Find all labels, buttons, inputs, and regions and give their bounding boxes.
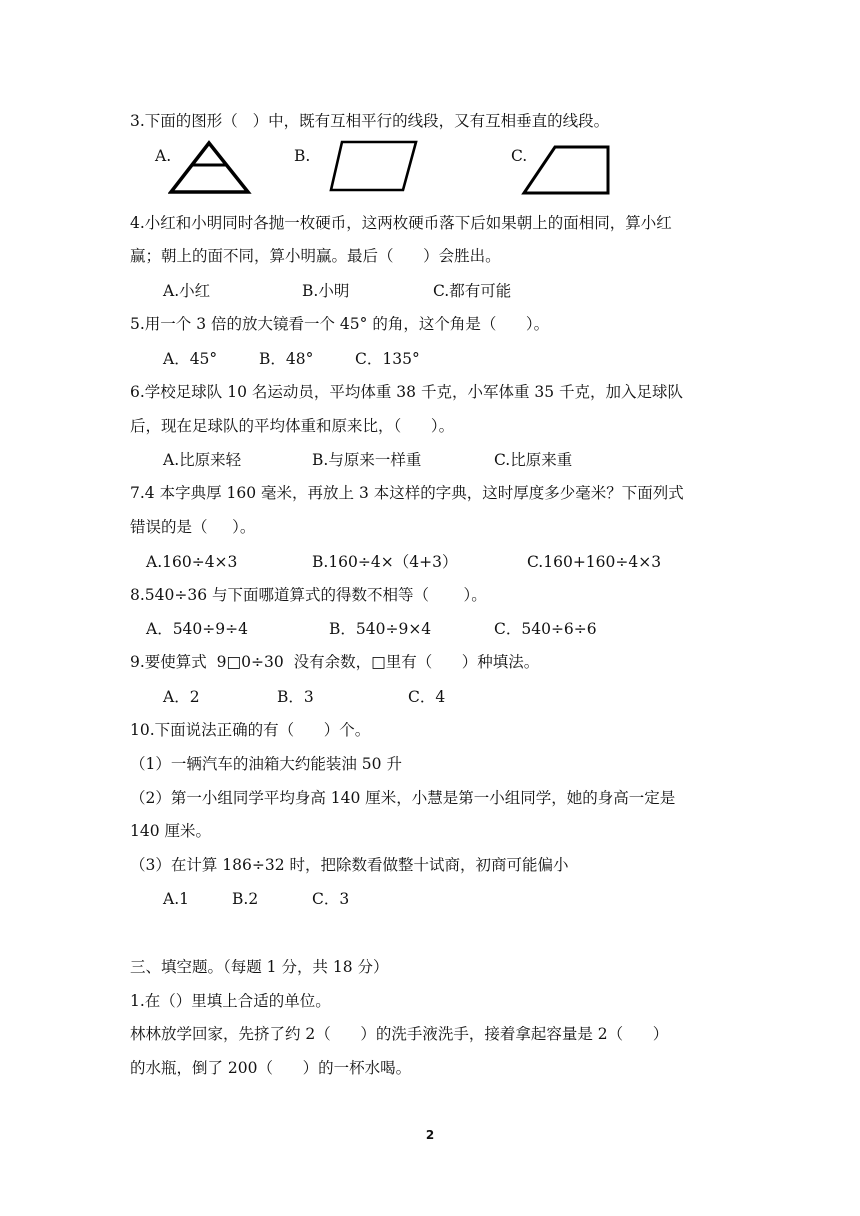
- q10-option-a: A.1: [163, 890, 189, 908]
- q7-stem-line2: 错误的是（ ）。: [130, 518, 256, 536]
- q7-option-a: A.160÷4×3: [146, 553, 238, 571]
- q4-option-c: C.都有可能: [433, 282, 512, 300]
- s3-q1-stem: 1.在（）里填上合适的单位。: [130, 992, 331, 1010]
- q9-option-a: A．2: [163, 688, 200, 706]
- q9-stem: 9.要使算式 9□0÷30 没有余数，□里有（ ）种填法。: [130, 653, 540, 671]
- q5-option-a: A．45°: [163, 350, 218, 368]
- q9-option-c: C．4: [408, 688, 446, 706]
- q6-stem-line2: 后，现在足球队的平均体重和原来比，（ ）。: [130, 417, 455, 435]
- q6-stem-line1: 6.学校足球队 10 名运动员，平均体重 38 千克，小军体重 35 千克，加入足球队: [130, 383, 684, 401]
- q8-option-b: B．540÷9×4: [329, 620, 432, 638]
- q5-stem: 5.用一个 3 倍的放大镜看一个 45° 的角，这个角是（ ）。: [130, 315, 550, 333]
- parallelogram-figure: [328, 138, 420, 196]
- q8-option-c: C．540÷6÷6: [494, 620, 597, 638]
- q7-option-c: C.160+160÷4×3: [527, 553, 662, 571]
- q7-stem-line1: 7.4 本字典厚 160 毫米，再放上 3 本这样的字典，这时厚度多少毫米？下面列式: [130, 484, 684, 502]
- q4-option-b: B.小明: [302, 282, 350, 300]
- page-number: 2: [425, 1128, 435, 1142]
- q3-option-c-label: C.: [511, 147, 528, 165]
- q6-option-c: C.比原来重: [494, 451, 573, 469]
- q8-stem: 8.540÷36 与下面哪道算式的得数不相等（ ）。: [130, 586, 487, 604]
- q4-option-a: A.小红: [163, 282, 211, 300]
- q6-option-a: A.比原来轻: [163, 451, 242, 469]
- s3-q1-line2: 的水瓶，倒了 200（ ）的一杯水喝。: [130, 1059, 412, 1077]
- q3-option-b-label: B.: [294, 147, 311, 165]
- q10-statement-1: （1）一辆汽车的油箱大约能装油 50 升: [130, 755, 402, 773]
- q4-stem-line2: 赢；朝上的面不同，算小明赢。最后（ ）会胜出。: [130, 247, 501, 265]
- q10-option-c: C．3: [312, 890, 350, 908]
- q5-option-b: B．48°: [259, 350, 314, 368]
- q10-statement-2-line1: （2）第一小组同学平均身高 140 厘米，小慧是第一小组同学，她的身高一定是: [130, 789, 676, 807]
- q10-stem: 10.下面说法正确的有（ ）个。: [130, 721, 371, 739]
- q3-option-a-label: A.: [155, 147, 172, 165]
- q10-option-b: B.2: [232, 890, 259, 908]
- q8-option-a: A．540÷9÷4: [146, 620, 248, 638]
- q6-option-b: B.与原来一样重: [312, 451, 422, 469]
- section-3-title: 三、填空题。（每题 1 分，共 18 分）: [130, 958, 389, 976]
- q10-statement-3: （3）在计算 186÷32 时，把除数看做整十试商，初商可能偏小: [130, 856, 569, 874]
- q3-stem: 3.下面的图形（ ）中，既有互相平行的线段，又有互相垂直的线段。: [130, 112, 610, 130]
- q9-option-b: B．3: [277, 688, 314, 706]
- q7-option-b: B.160÷4×（4+3）: [312, 553, 458, 571]
- q10-statement-2-line2: 140 厘米。: [130, 822, 212, 840]
- trapezoid-figure: [521, 143, 613, 197]
- q4-stem-line1: 4.小红和小明同时各抛一枚硬币，这两枚硬币落下后如果朝上的面相同，算小红: [130, 214, 672, 232]
- triangle-with-line-figure: [168, 140, 252, 196]
- s3-q1-line1: 林林放学回家，先挤了约 2（ ）的洗手液洗手，接着拿起容量是 2（ ）: [130, 1025, 669, 1043]
- q5-option-c: C．135°: [355, 350, 420, 368]
